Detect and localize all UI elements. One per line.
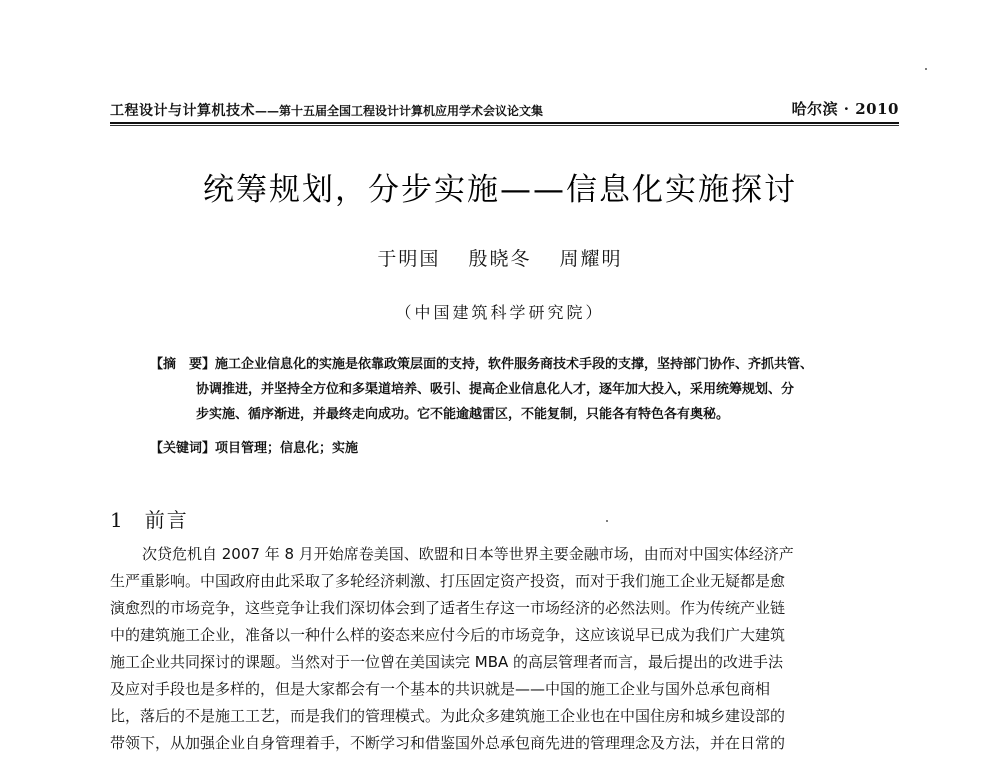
section-title: 前言 bbox=[144, 508, 189, 532]
scan-speck bbox=[606, 520, 608, 522]
author-name: 殷晓冬 bbox=[468, 248, 532, 270]
abstract-label: 【摘 要】 bbox=[150, 357, 216, 372]
abstract-line: 协调推进，并坚持全方位和多渠道培养、吸引、提高企业信息化人才，逐年加大投入，采用统筹规划、分 bbox=[196, 382, 795, 397]
paper-title: 统筹规划，分步实施——信息化实施探讨 bbox=[203, 172, 797, 208]
keywords-label: 【关键词】 bbox=[150, 441, 216, 456]
author-list bbox=[0, 244, 1000, 271]
header-journal-main: 工程设计与计算机技术 bbox=[110, 103, 255, 119]
author-name: 周耀明 bbox=[559, 248, 623, 270]
body-paragraph bbox=[110, 541, 900, 757]
section-heading bbox=[110, 504, 189, 533]
header-location-year: 哈尔滨 · 2010 bbox=[791, 100, 899, 118]
body-line: 中的建筑施工企业，准备以一种什么样的姿态来应付今后的市场竞争，这应该说早已成为我们广大建筑 bbox=[110, 626, 786, 644]
body-line: 生严重影响。中国政府由此采取了多轮经济刺激、打压固定资产投资，而对于我们施工企业无疑都是愈 bbox=[110, 572, 786, 590]
keywords-line bbox=[150, 437, 358, 456]
abstract-line: 步实施、循序渐进，并最终走向成功。它不能逾越雷区，不能复制，只能各有特色各有奥秘。 bbox=[196, 407, 730, 422]
body-line: 演愈烈的市场竞争，这些竞争让我们深切体会到了适者生存这一市场经济的必然法则。作为传统产业链 bbox=[110, 599, 786, 617]
running-header bbox=[110, 97, 899, 123]
body-line: 带领下，从加强企业自身管理着手，不断学习和借鉴国外总承包商先进的管理理念及方法，并在日常的 bbox=[110, 734, 786, 752]
header-rule-thin bbox=[110, 125, 899, 126]
header-journal bbox=[110, 100, 543, 120]
body-line: 次贷危机自 2007 年 8 月开始席卷美国、欧盟和日本等世界主要金融市场，由而对中国实体经济产 bbox=[142, 545, 794, 563]
scan-speck bbox=[925, 68, 927, 70]
affiliation: （中国建筑科学研究院） bbox=[395, 303, 605, 322]
author-name: 于明国 bbox=[377, 248, 441, 270]
abstract-text: 施工企业信息化的实施是依靠政策层面的支持，软件服务商技术手段的支撑，坚持部门协作、齐抓共管、 bbox=[215, 357, 814, 372]
section-number: 1 bbox=[110, 508, 123, 532]
body-line: 比，落后的不是施工工艺，而是我们的管理模式。为此众多建筑施工企业也在中国住房和城乡建设部的 bbox=[110, 707, 786, 725]
abstract-line bbox=[150, 352, 890, 377]
keywords-text: 项目管理；信息化；实施 bbox=[215, 441, 359, 456]
header-rule bbox=[110, 122, 899, 124]
header-journal-sub: ——第十五届全国工程设计计算机应用学术会议论文集 bbox=[255, 104, 544, 118]
abstract-block bbox=[150, 352, 890, 427]
body-line: 及应对手段也是多样的，但是大家都会有一个基本的共识就是——中国的施工企业与国外总承包商相 bbox=[110, 680, 771, 698]
body-line: 施工企业共同探讨的课题。当然对于一位曾在美国读完 MBA 的高层管理者而言，最后提出的改进手法 bbox=[110, 653, 784, 671]
